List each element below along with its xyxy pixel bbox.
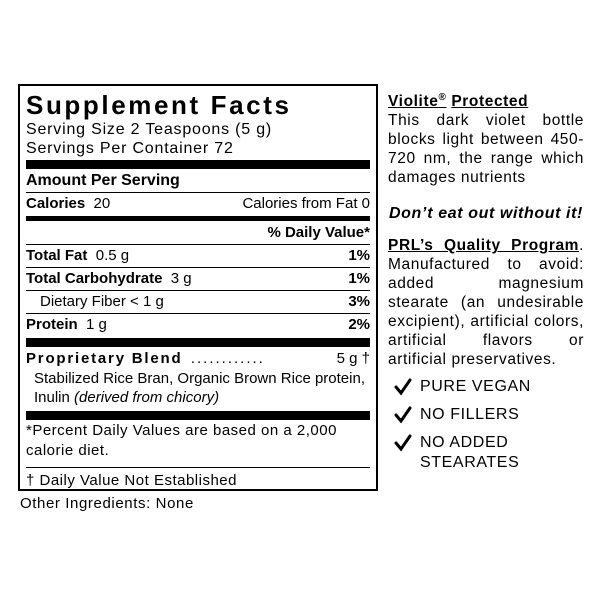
footnote-dagger: † Daily Value Not Established [26, 467, 370, 491]
nutrient-row [26, 313, 370, 336]
nutrient-dv: 3% [348, 293, 370, 310]
blend-header [26, 349, 370, 369]
checklist-label: NO ADDED STEARATES [420, 434, 520, 472]
blend-note: (derived from chicory) [74, 389, 220, 406]
nutrient-dv: 2% [348, 316, 370, 333]
calories-from-fat: Calories from Fat 0 [242, 195, 370, 212]
divider-mid [26, 216, 370, 221]
nutrient-label: Protein [26, 316, 78, 333]
checklist-label: NO FILLERS [420, 406, 520, 424]
divider-thick [26, 411, 370, 420]
checklist-label: PURE VEGAN [420, 378, 531, 396]
calories-label: Calories [26, 195, 86, 212]
blend-ingredients [26, 369, 370, 407]
nutrient-label: Dietary Fiber [40, 293, 126, 310]
side-panel [388, 88, 584, 473]
violite-title [388, 93, 446, 110]
nutrient-label: Total Carbohydrate [26, 270, 163, 287]
nutrient-dv: 1% [348, 270, 370, 287]
checklist-item [394, 433, 584, 473]
violite-protected: Protected [451, 93, 529, 111]
nutrient-row [26, 267, 370, 290]
calories-row [26, 192, 370, 215]
calories-value: 20 [93, 195, 111, 212]
check-icon [394, 434, 412, 452]
checklist [388, 377, 584, 473]
blend-amount: 5 g † [336, 350, 370, 367]
quality-section [388, 236, 584, 369]
registered-mark: ® [438, 92, 447, 103]
dv-header: % Daily Value* [267, 224, 370, 241]
divider-thick [26, 338, 370, 347]
nutrient-dv: 1% [348, 247, 370, 264]
check-icon [394, 406, 412, 424]
checklist-item [394, 377, 584, 397]
nutrient-amount: 0.5 g [95, 247, 130, 264]
violite-name: Violite [388, 93, 439, 111]
nutrient-row [26, 244, 370, 267]
tagline: Don’t eat out without it! [389, 205, 583, 223]
blend-label: Proprietary Blend [26, 350, 183, 367]
other-ingredients: Other Ingredients: None [20, 495, 194, 512]
checklist-item [394, 405, 584, 425]
footnote-dv: *Percent Daily Values are based on a 2,000 calorie diet. [26, 422, 337, 459]
divider-thick [26, 160, 370, 169]
violite-text: This dark violet bottle blocks light between 450-720 nm, the range which damages nutrients [388, 112, 584, 187]
supplement-facts-panel [18, 84, 378, 491]
dv-header-row [26, 222, 370, 244]
violite-heading [388, 88, 584, 111]
quality-title: PRL’s Quality Program [388, 237, 580, 255]
nutrient-row [26, 290, 370, 313]
facts-title: Supplement Facts [26, 90, 292, 120]
nutrient-amount: 3 g [170, 270, 192, 287]
nutrient-amount: 1 g [86, 316, 107, 333]
amount-header: Amount Per Serving [26, 172, 180, 189]
nutrient-label: Total Fat [26, 247, 88, 264]
blend-dots: ............ [190, 350, 265, 367]
quality-text: . Manufactured to avoid: added magnesium stearate (an undesirable excipient), artificial colors, artificial flavors or artificial preservatives. [388, 237, 584, 369]
check-icon [394, 378, 412, 396]
nutrient-amount: < 1 g [130, 293, 164, 310]
blend-ingredients-text: Stabilized Rice Bran, Organic Brown Rice protein, Inulin [34, 370, 365, 406]
servings-per-container: Servings Per Container 72 [26, 140, 234, 157]
serving-size: Serving Size 2 Teaspoons (5 g) [26, 121, 273, 138]
